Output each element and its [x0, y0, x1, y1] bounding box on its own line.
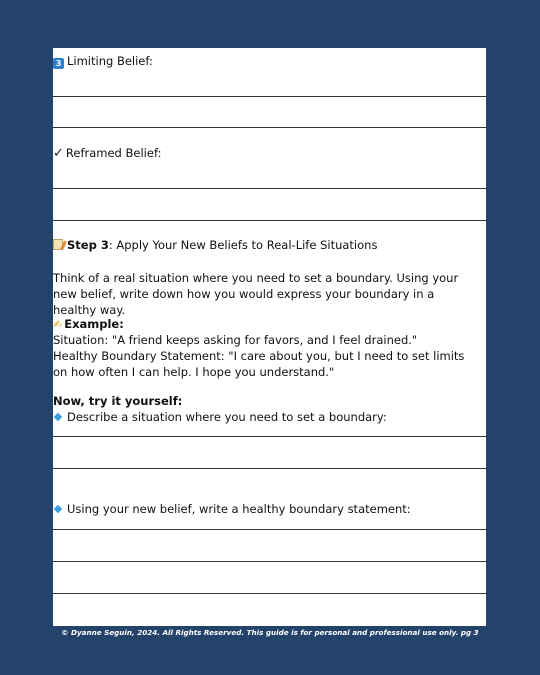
writing-hand-icon: ✍: [53, 318, 63, 331]
try-heading: [53, 393, 182, 409]
blue-diamond-icon: [54, 505, 62, 513]
prompt1-text: Describe a situation where you need to set a boundary:: [67, 410, 387, 424]
example-situation: Situation: "A friend keeps asking for favors, and I feel drained.": [53, 333, 418, 347]
example-heading: Example:: [64, 317, 124, 331]
step3-title: : Apply Your New Beliefs to Real-Life Situations: [108, 238, 378, 252]
step3-heading: [53, 237, 377, 253]
answer-line[interactable]: [53, 188, 486, 189]
prompt2-row: [53, 501, 411, 517]
answer-line[interactable]: [53, 96, 486, 97]
answer-line[interactable]: [53, 220, 486, 221]
blue-diamond-icon: [54, 413, 62, 421]
check-mark-icon: ✓: [53, 146, 64, 161]
answer-line[interactable]: [53, 127, 486, 128]
worksheet-page: [53, 48, 486, 626]
step3-label: Step 3: [67, 238, 109, 252]
copyright-footer: © Dyanne Seguin, 2024. All Rights Reserved. This guide is for personal and professional use only. pg 3: [61, 628, 479, 637]
step3-intro: Think of a real situation where you need to set a boundary. Using your new belief, write down how you would express your boundary in a healthy way.: [53, 271, 459, 317]
keycap-3-icon: 3: [53, 58, 64, 69]
limiting-belief-label: Limiting Belief:: [67, 54, 153, 68]
memo-icon: [53, 239, 63, 250]
reframed-belief-label-row: [53, 145, 161, 162]
answer-line[interactable]: [53, 529, 486, 530]
limiting-belief-label-row: [53, 53, 153, 69]
answer-line[interactable]: [53, 468, 486, 469]
example-heading-row: [53, 316, 124, 333]
try-heading-text: Now, try it yourself:: [53, 394, 183, 408]
answer-line[interactable]: [53, 593, 486, 594]
example-statement: Healthy Boundary Statement: "I care about you, but I need to set limits on how often I can help. I hope you understand.": [53, 349, 465, 379]
answer-line[interactable]: [53, 561, 486, 562]
answer-line[interactable]: [53, 436, 486, 437]
prompt2-text: Using your new belief, write a healthy boundary statement:: [67, 502, 411, 516]
prompt1-row: [53, 409, 387, 425]
reframed-belief-label: Reframed Belief:: [65, 146, 162, 160]
